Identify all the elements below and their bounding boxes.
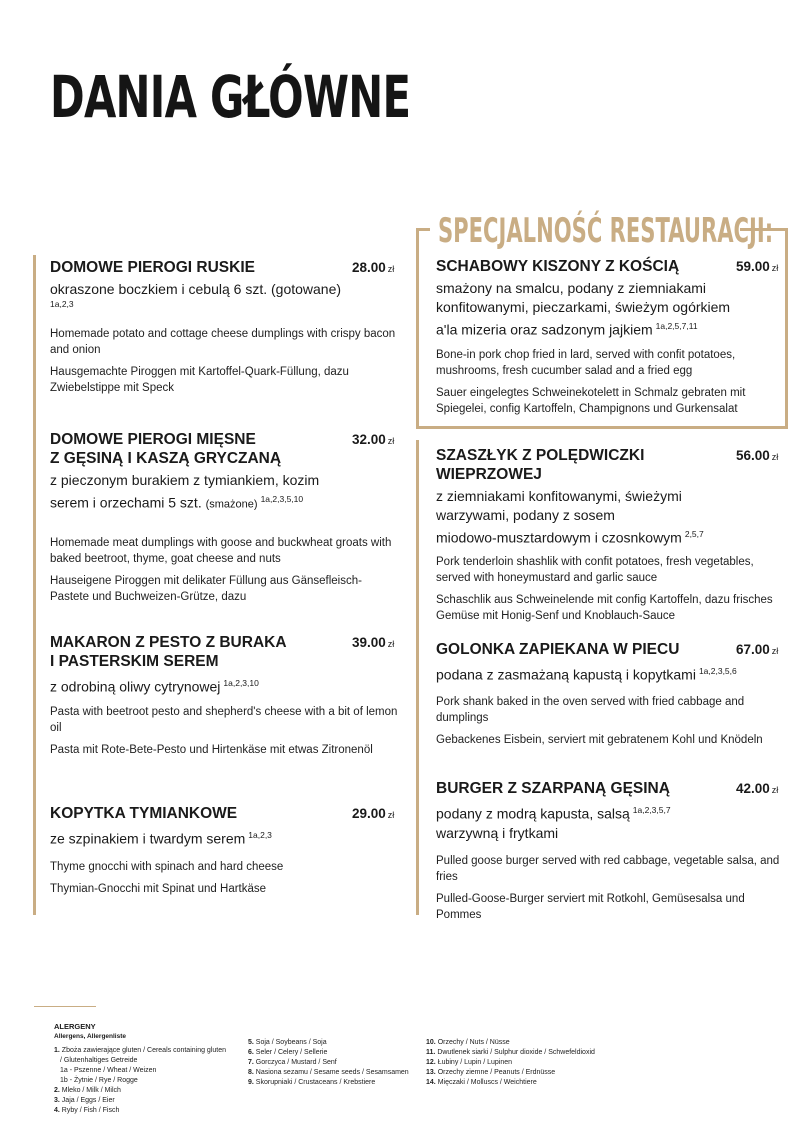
- allergen-entry: 2. Mleko / Milk / Milch: [54, 1087, 121, 1094]
- allergen-entry: 10. Orzechy / Nuts / Nüsse: [426, 1039, 510, 1046]
- allergen-entry: 6. Seler / Celery / Sellerie: [248, 1049, 328, 1056]
- allergen-entry: 13. Orzechy ziemne / Peanuts / Erdnüsse: [426, 1069, 556, 1076]
- dish-price: 59.00 zł: [736, 259, 779, 274]
- right-accent-line: [416, 440, 419, 915]
- allergen-entry: 12. Łubiny / Lupin / Lupinen: [426, 1059, 513, 1066]
- special-section-title: SPECJALNOŚĆ RESTAURACJI:: [438, 211, 774, 251]
- menu-item: [50, 258, 400, 396]
- dish-name: GOLONKA ZAPIEKANA W PIECU: [436, 641, 680, 658]
- description-de: Gebackenes Eisbein, serviert mit gebratenem Kohl und Knödeln: [436, 733, 763, 746]
- dish-name: KOPYTKA TYMIANKOWE: [50, 805, 238, 822]
- menu-item: [436, 640, 780, 748]
- dish-price: 29.00 zł: [352, 806, 395, 821]
- allergen-heading: ALERGENY Allergens, Allergenliste: [54, 1022, 127, 1040]
- allergen-entry: 5. Soja / Soybeans / Soja: [248, 1039, 327, 1046]
- description-de: Sauer eingelegtes Schweinekotelett in Schmalz gebraten mit Spiegelei, config Kartoffeln, Champignons und Gurkensalat: [436, 386, 746, 415]
- allergen-codes: 1a,2,3,5,7: [632, 805, 671, 815]
- dish-price: 56.00 zł: [736, 448, 779, 463]
- dish-description: podany z modrą kapusta, salsą $^{1a,2,3,5,7}$ warzywną i frytkami: [436, 805, 671, 841]
- dish-name: MAKARON Z PESTO Z BURAKA I PASTERSKIM SEREM: [50, 634, 287, 670]
- allergen-entry: 7. Gorczyca / Mustard / Senf: [248, 1059, 337, 1066]
- dish-name: DOMOWE PIEROGI MIĘSNE Z GĘSINĄ I KASZĄ GRYCZANĄ: [50, 431, 282, 467]
- allergen-entry: 3. Jaja / Eggs / Eier: [54, 1097, 115, 1104]
- description-en: Pulled goose burger served with red cabbage, vegetable salsa, and fries: [436, 854, 780, 883]
- page-title: DANIA GŁÓWNE: [50, 63, 411, 131]
- allergen-codes: 1a,2,3: [50, 299, 74, 309]
- allergen-entry: 8. Nasiona sezamu / Sesame seeds / Sesamsamen: [248, 1069, 409, 1076]
- left-accent-line: [33, 255, 36, 915]
- allergen-list-col1: [54, 1046, 244, 1116]
- description-de: Pasta mit Rote-Bete-Pesto und Hirtenkäse mit etwas Zitronenöl: [50, 743, 373, 756]
- description-en: Thyme gnocchi with spinach and hard cheese: [50, 860, 284, 873]
- allergen-entry: 1b - Żytnie / Rye / Rogge: [60, 1077, 138, 1084]
- description-de: Hausgemachte Piroggen mit Kartoffel-Quark-Füllung, dazu Zwiebelstippe mit Speck: [50, 366, 349, 394]
- allergen-entry: 4. Ryby / Fish / Fisch: [54, 1107, 120, 1114]
- dish-price: 42.00 zł: [736, 781, 779, 796]
- allergen-entry: / Glutenhaltiges Getreide: [60, 1057, 138, 1064]
- allergen-entry: 11. Dwutlenek siarki / Sulphur dioxide / Schwefeldioxid: [426, 1049, 595, 1056]
- description-de: Hauseigene Piroggen mit delikater Füllung aus Gänsefleisch-Pastete und Buchweizen-Grütze, dazu: [50, 574, 362, 603]
- dish-name: BURGER Z SZARPANĄ GĘSINĄ: [436, 780, 670, 797]
- allergen-codes: 1a,2,3,5,6: [698, 666, 737, 676]
- description-en: Bone-in pork chop fried in lard, served with confit potatoes, mushrooms, fresh cucumber salad and a fried egg: [436, 348, 736, 377]
- allergen-codes: 1a,2,3: [248, 830, 272, 840]
- description-en: Pork shank baked in the oven served with fried cabbage and dumplings: [436, 695, 745, 724]
- allergen-list-col2: [248, 1038, 423, 1088]
- allergen-codes: 1a,2,3,5,10: [260, 494, 304, 504]
- dish-name: DOMOWE PIEROGI RUSKIE: [50, 259, 255, 276]
- allergen-entry: 9. Skorupniaki / Crustaceans / Krebstiere: [248, 1079, 376, 1086]
- dish-description: z ziemniakami konfitowanymi, świeżymi warzywami, podany z sosem miodowo-musztardowym i czosnkowym $^{2,5,7}$: [436, 488, 704, 546]
- description-en: Homemade potato and cottage cheese dumplings with crispy bacon and onion: [50, 328, 396, 356]
- menu-item: [50, 430, 400, 605]
- description-de: Thymian-Gnocchi mit Spinat und Hartkäse: [50, 882, 267, 895]
- special-frame-top-left: [416, 228, 430, 231]
- dish-description: podana z zasmażaną kapustą i kopytkami $^{1a,2,3,5,6}$: [436, 666, 737, 683]
- menu-item: [436, 257, 780, 417]
- dish-description: ze szpinakiem i twardym serem $^{1a,2,3}$: [50, 830, 272, 847]
- allergen-codes: 1a,2,5,7,11: [655, 321, 698, 331]
- description-en: Pork tenderloin shashlik with confit potatoes, fresh vegetables, served with honeymustard and garlic sauce: [436, 555, 754, 584]
- dish-name: SCHABOWY KISZONY Z KOŚCIĄ: [436, 258, 680, 275]
- dish-price: 67.00 zł: [736, 642, 779, 657]
- dish-name: SZASZŁYK Z POLĘDWICZKI WIEPRZOWEJ: [436, 447, 645, 483]
- special-frame-right: [785, 228, 788, 429]
- description-en: Pasta with beetroot pesto and shepherd's cheese with a bit of lemon oil: [50, 705, 398, 734]
- special-frame-left: [416, 228, 419, 429]
- dish-description: okraszone boczkiem i cebulą 6 szt. (gotowane): [50, 281, 342, 297]
- special-frame-bottom: [416, 426, 788, 429]
- description-en: Homemade meat dumplings with goose and buckwheat groats with baked beetroot, thyme, goat cheese and nuts: [50, 536, 392, 565]
- allergen-divider: [34, 1006, 96, 1007]
- description-de: Schaschlik aus Schweinelende mit config Kartoffeln, dazu frisches Gemüse mit Honig-Senf und Knoblauch-Sauce: [436, 593, 773, 622]
- dish-price: 32.00 zł: [352, 432, 395, 447]
- menu-item: [436, 779, 780, 923]
- menu-item: [436, 446, 780, 624]
- allergen-codes: 2,5,7: [684, 529, 704, 539]
- allergen-entry: 1. Zboża zawierające gluten / Cereals containing gluten: [54, 1047, 227, 1054]
- allergen-entry: 1a - Pszenne / Wheat / Weizen: [60, 1067, 157, 1074]
- dish-description: z pieczonym burakiem z tymiankiem, kozim serem i orzechami 5 szt. (smażone) $^{1a,2,3,5,10}$: [50, 472, 320, 511]
- menu-item: [50, 804, 400, 897]
- allergen-codes: 1a,2,3,10: [223, 678, 259, 688]
- dish-description: z odrobiną oliwy cytrynowej $^{1a,2,3,10}$: [50, 678, 259, 695]
- allergen-list-col3: [426, 1038, 626, 1088]
- description-de: Pulled-Goose-Burger serviert mit Rotkohl, Gemüsesalsa und Pommes: [436, 892, 745, 921]
- dish-price: 28.00 zł: [352, 260, 395, 275]
- allergen-entry: 14. Mięczaki / Molluscs / Weichtiere: [426, 1079, 537, 1086]
- menu-item: [50, 633, 400, 758]
- dish-description: smażony na smalcu, podany z ziemniakami konfitowanymi, pieczarkami, świeżym ogórkiem a'la mizeria oraz sadzonym jajkiem $^{1a,2,5,7,11}$: [436, 280, 731, 338]
- dish-price: 39.00 zł: [352, 635, 395, 650]
